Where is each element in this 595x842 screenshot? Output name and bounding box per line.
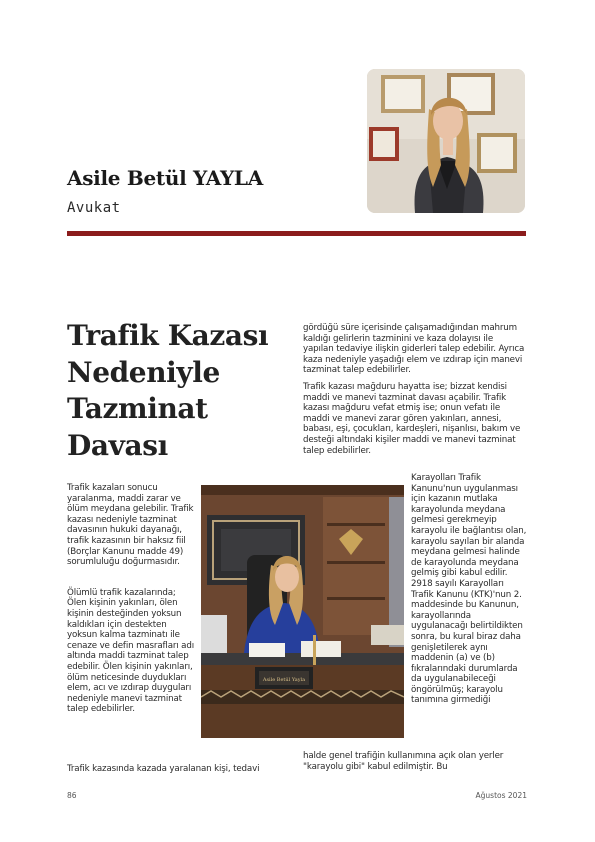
- header-divider-rule: [67, 231, 526, 236]
- page-number: 86: [67, 791, 77, 800]
- paragraph: Trafik kazası mağduru hayatta ise; bizzat kendisi maddi ve manevi tazminat davası açabilir. Trafik kazası mağduru vefat etmiş ise; onun vefatı ile maddi ve manevi zarar gören yakınları, annesi, babası, eşi, çocukları, kardeşleri, nişanlısı, bakım ve desteği altındaki kişiler maddi ve manevi tazminat talep edebilirler.: [303, 381, 521, 456]
- left-column: [67, 483, 197, 715]
- issue-date: Ağustos 2021: [475, 791, 527, 800]
- title-line: Tazminat: [67, 392, 208, 425]
- paragraph: Ölümlü trafik kazalarında; Ölen kişinin yakınları, ölen kişinin desteğinden yoksun kaldıkları için destekten yoksun kalma tazminatı ile cenaze ve defin masrafları adı altında maddi tazminat talep edebilir. Ölen kişinin yakınları, ölüm neticesinde duydukları elem, acı ve ızdırap duyguları nedeniyle manevi tazminat talep edebilirler.: [67, 587, 194, 715]
- title-line: Davası: [67, 428, 168, 462]
- office-photo: [201, 485, 404, 738]
- paragraph: Trafik kazaları sonucu yaralanma, maddi zarar ve ölüm meydana gelebilir. Trafik kazası nedeniyle tazminat davasının hukuki dayanağı, trafik kazasının bir haksız fiil (Borçlar Kanunu madde 49) sorumluluğu doğurmasıdır.: [67, 483, 194, 568]
- author-portrait-photo: [367, 69, 525, 213]
- author-name: Asile Betül YAYLA: [67, 166, 263, 190]
- author-title: Avukat: [67, 200, 121, 216]
- right-column-top: [303, 323, 525, 456]
- office-photo-image: [201, 485, 404, 738]
- author-portrait-image: [367, 69, 525, 213]
- paragraph-continued: Trafik kazasında kazada yaralanan kişi, tedavi: [67, 764, 260, 774]
- paragraph: gördüğü süre içerisinde çalışamadığından mahrum kaldığı gelirlerin tazminini ve kaza dolayısı ile yapılan tedaviye ilişkin giderleri talep edebilir. Ayrıca kaza nedeniyle yaşadığı elem ve ızdırap için manevi tazminat talep edebilirler.: [303, 323, 525, 376]
- right-column-narrow: Karayolları Trafik Kanunu'nun uygulanması için kazanın mutlaka karayolunda meydana gelmesi gerekmeyip karayolu ile bağlantısı olan, karayolu sayılan bir alanda meydana gelmesi halinde de karayolunda meydana gelmiş gibi kabul edilir. 2918 sayılı Karayolları Trafik Kanunu (KTK)'nun 2. maddesinde bu Kanunun, karayollarında uygulanacağı belirtildikten sonra, bu kural biraz daha genişletilerek aynı maddenin (a) ve (b) fıkralarındaki durumlarda da uygulanabileceği öngörülmüş; karayolu tanımına girmediği: [411, 473, 527, 706]
- article-title: [67, 318, 297, 464]
- title-line: Nedeniyle: [67, 355, 220, 389]
- right-column-bottom: halde genel trafiğin kullanımına açık olan yerler "karayolu gibi" kabul edilmiştir. Bu: [303, 751, 504, 772]
- title-line: Trafik Kazası: [67, 319, 269, 352]
- desk-nameplate-text: Asile Betül Yayla: [262, 677, 306, 683]
